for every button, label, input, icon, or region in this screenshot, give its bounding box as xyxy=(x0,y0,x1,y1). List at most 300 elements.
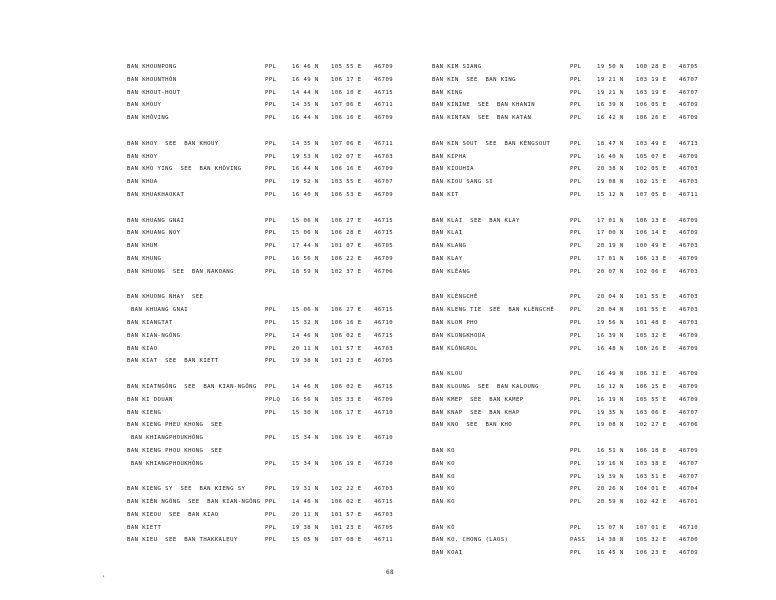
entry-lon: 106 18 E xyxy=(636,447,667,454)
entry-lon: 101 07 E xyxy=(331,243,362,250)
entry-code: 46709 xyxy=(374,255,394,262)
entry-type: PPL xyxy=(570,102,582,109)
entry-type: PPL xyxy=(570,371,582,378)
entry-name: BAN KIAN-NGÔNG xyxy=(127,332,181,339)
entry-name: BAN KHO YING SEE BAN KHÔVING xyxy=(127,166,242,173)
entry-type: PPL xyxy=(265,486,277,493)
entry-lon: 102 42 E xyxy=(636,499,667,506)
entry-lon: 105 55 E xyxy=(331,64,362,70)
entry-code: 46705 xyxy=(679,64,699,70)
entry-name: BAN KO xyxy=(432,499,455,506)
entry-type: PPL xyxy=(265,140,277,147)
entry-lat: 16 40 N xyxy=(292,191,319,198)
entry-type: PPL xyxy=(570,524,582,531)
entry-code: 46703 xyxy=(679,179,699,186)
entry-lat: 16 56 N xyxy=(292,255,319,262)
entry-name: BAN KIN SEE BAN KING xyxy=(432,76,516,83)
entry-lon: 106 26 E xyxy=(636,345,667,352)
entry-lon: 106 14 E xyxy=(636,230,667,237)
entry-lon: 106 22 E xyxy=(331,255,362,262)
entry-lat: 19 08 N xyxy=(597,422,624,429)
entry-lon: 106 27 E xyxy=(331,217,362,224)
entry-lon: 103 19 E xyxy=(636,89,667,96)
entry-lat: 17 01 N xyxy=(597,255,624,262)
entry-code: 46705 xyxy=(374,524,394,531)
entry-code: 46709 xyxy=(679,153,699,160)
entry-lat: 20 19 N xyxy=(597,243,624,250)
entry-name: BAN KIOUHIA xyxy=(432,166,474,173)
entry-code: 46706 xyxy=(374,268,394,275)
entry-code: 46703 xyxy=(679,268,699,275)
entry-type: PPL xyxy=(570,191,582,198)
entry-code: 46707 xyxy=(374,179,394,186)
entry-type: PPL xyxy=(265,307,277,314)
entry-lat: 16 56 N xyxy=(292,396,319,403)
entry-lon: 102 06 E xyxy=(636,268,667,275)
entry-lon: 103 49 E xyxy=(636,140,667,147)
entry-name: BAN KLÔNGROL xyxy=(432,345,478,352)
entry-lon: 106 15 E xyxy=(636,383,667,390)
entry-lon: 105 32 E xyxy=(636,332,667,339)
entry-lon: 101 23 E xyxy=(331,524,362,531)
entry-type: PPL xyxy=(570,115,582,122)
entry-name: BAN KLONGKHOUA xyxy=(432,332,486,339)
entry-lon: 107 06 E xyxy=(331,102,362,109)
entry-code: 46701 xyxy=(679,499,699,506)
entry-lat: 16 40 N xyxy=(597,153,624,160)
entry-lat: 15 12 N xyxy=(597,191,624,198)
entry-lat: 19 16 N xyxy=(597,460,624,467)
entry-code: 46707 xyxy=(679,460,699,467)
entry-code: 46707 xyxy=(679,409,699,416)
corner-mark: ' xyxy=(102,575,107,582)
entry-type: PPL xyxy=(265,524,277,531)
entry-code: 46709 xyxy=(374,396,394,403)
entry-type: PPL xyxy=(570,332,582,339)
entry-lon: 107 06 E xyxy=(331,140,362,147)
entry-code: 46709 xyxy=(679,447,699,454)
entry-lon: 103 06 E xyxy=(636,409,667,416)
entry-lat: 14 44 N xyxy=(292,89,319,96)
entry-type: PPL xyxy=(570,460,582,467)
entry-lat: 14 46 N xyxy=(292,499,319,506)
entry-lat: 16 49 N xyxy=(597,371,624,378)
entry-lon: 106 31 E xyxy=(636,371,667,378)
entry-name: BAN KING xyxy=(432,89,463,96)
entry-type: PPL xyxy=(570,243,582,250)
entry-lat: 20 38 N xyxy=(597,166,624,173)
entry-code: 46715 xyxy=(374,307,394,314)
entry-code: 46703 xyxy=(679,319,699,326)
entry-name: BAN KIN SOUT SEE BAN KÈNGSOUT xyxy=(432,140,551,147)
entry-name: BAN KIM SIANG xyxy=(432,64,482,70)
entry-type: PPL xyxy=(265,191,277,198)
entry-name: BAN KIEOU SEE BAN KIAO xyxy=(127,511,219,518)
entry-code: 46711 xyxy=(679,191,699,198)
entry-name: BAN KLANG xyxy=(432,243,467,250)
entry-name: BAN KHUAKHAOKAT xyxy=(127,191,185,198)
entry-lat: 16 51 N xyxy=(597,447,624,454)
entry-name: BAN KIAO xyxy=(127,345,158,352)
entry-name: BAN KLOUNG SEE BAN KALOUNG xyxy=(432,383,539,390)
entry-type: PPL xyxy=(265,383,277,390)
entry-lat: 14 46 N xyxy=(292,332,319,339)
entry-code: 46711 xyxy=(374,537,394,544)
entry-lat: 14 35 N xyxy=(292,102,319,109)
entry-code: 46707 xyxy=(679,89,699,96)
entry-code: 46711 xyxy=(374,140,394,147)
entry-lat: 19 35 N xyxy=(597,409,624,416)
entry-name: BAN KNAP SEE BAN KHAP xyxy=(432,409,520,416)
entry-name: BAN KIENG xyxy=(127,409,162,416)
entry-code: 46715 xyxy=(374,89,394,96)
entry-type: PPL xyxy=(570,550,582,557)
entry-name: BAN KO xyxy=(432,486,455,493)
entry-lat: 19 21 N xyxy=(597,76,624,83)
entry-lon: 106 02 E xyxy=(331,499,362,506)
entry-lon: 106 13 E xyxy=(636,217,667,224)
entry-type: PPL xyxy=(570,153,582,160)
entry-lon: 101 23 E xyxy=(331,358,362,365)
entry-type: PPL xyxy=(265,409,277,416)
entry-type: PPL xyxy=(265,537,277,544)
entry-name: BAN KLENG TIE SEE BAN KLÈNGCHÊ xyxy=(432,307,555,314)
entry-lat: 15 34 N xyxy=(292,435,319,442)
entry-lat: 19 38 N xyxy=(292,358,319,365)
entry-code: 46715 xyxy=(374,383,394,390)
entry-lat: 15 30 N xyxy=(292,409,319,416)
entry-code: 46715 xyxy=(374,499,394,506)
entry-name: BAN KHUANG GNAI xyxy=(127,217,185,224)
entry-code: 46703 xyxy=(374,345,394,352)
entry-code: 46710 xyxy=(679,524,699,531)
entry-code: 46715 xyxy=(374,332,394,339)
entry-type: PPL xyxy=(570,230,582,237)
entry-lon: 106 26 E xyxy=(636,115,667,122)
entry-type: PPL xyxy=(570,345,582,352)
entry-lat: 16 45 N xyxy=(597,550,624,557)
entry-code: 46709 xyxy=(374,76,394,83)
entry-name: BAN KHOY SEE BAN KHOUY xyxy=(127,140,219,147)
entry-type: PPL xyxy=(570,486,582,493)
entry-code: 46709 xyxy=(679,345,699,352)
entry-lat: 15 06 N xyxy=(292,307,319,314)
entry-lat: 16 12 N xyxy=(597,383,624,390)
entry-code: 46705 xyxy=(374,358,394,365)
entry-name: BAN KLOU xyxy=(432,371,463,378)
entry-lon: 102 05 E xyxy=(636,166,667,173)
entry-code: 46709 xyxy=(679,102,699,109)
entry-name: BAN KIEU SEE BAN THAKKALEUY xyxy=(127,537,238,544)
entry-type: PPL xyxy=(570,319,582,326)
entry-code: 46703 xyxy=(374,511,394,518)
entry-code: 46703 xyxy=(374,153,394,160)
entry-lat: 20 11 N xyxy=(292,345,319,352)
entry-code: 46710 xyxy=(374,409,394,416)
entry-lon: 106 27 E xyxy=(331,307,362,314)
entry-code: 46709 xyxy=(374,166,394,173)
entry-lat: 16 39 N xyxy=(597,102,624,109)
entry-name: BAN KIÊN NGÔNG SEE BAN KIAN-NGÔNG xyxy=(127,499,261,506)
entry-lat: 16 39 N xyxy=(597,332,624,339)
entry-lon: 106 17 E xyxy=(331,409,362,416)
entry-lat: 19 56 N xyxy=(597,319,624,326)
entry-name: BAN KLAI SEE BAN KLAY xyxy=(432,217,520,224)
entry-lat: 19 39 N xyxy=(597,473,624,480)
entry-lat: 20 11 N xyxy=(292,511,319,518)
entry-lat: 19 52 N xyxy=(292,179,319,186)
entry-name: BAN KLOM PHO xyxy=(432,319,478,326)
entry-lat: 18 47 N xyxy=(597,140,624,147)
entry-name: BAN KHUONG NHAY SEE xyxy=(127,294,204,301)
entry-name: BAN KIATNGÔNG SEE BAN KIAN-NGÔNG xyxy=(127,383,257,390)
entry-code: 46709 xyxy=(679,332,699,339)
entry-name: BAN KIOU SANG SI xyxy=(432,179,494,186)
entry-name: BAN KIAT SEE BAN KIETT xyxy=(127,358,219,365)
entry-type: PPL xyxy=(265,345,277,352)
entry-lon: 100 28 E xyxy=(636,64,667,70)
entry-name: BAN KIETT xyxy=(127,524,162,531)
entry-code: 46707 xyxy=(679,473,699,480)
entry-code: 46710 xyxy=(374,319,394,326)
entry-name: BAN KHUONG SEE BAN NAKOANG xyxy=(127,268,234,275)
entry-lon: 106 13 E xyxy=(636,255,667,262)
entry-lat: 19 31 N xyxy=(292,486,319,493)
entry-lat: 16 49 N xyxy=(292,76,319,83)
entry-lon: 106 16 E xyxy=(331,166,362,173)
entry-type: PPL xyxy=(570,473,582,480)
entry-type: PPL xyxy=(570,396,582,403)
entry-name: BAN KIENG PHEU KHONG SEE xyxy=(127,422,223,429)
entry-type: PPL xyxy=(570,217,582,224)
entry-code: 46715 xyxy=(374,230,394,237)
entry-code: 46700 xyxy=(679,537,699,544)
entry-name: BAN KHIANGPHOUKHÔNG xyxy=(127,460,204,467)
entry-lat: 15 07 N xyxy=(597,524,624,531)
entry-lat: 19 50 N xyxy=(597,64,624,70)
entry-type: PPL xyxy=(265,319,277,326)
entry-name: BAN KHUANG GNAI xyxy=(127,307,189,314)
entry-type: PPL xyxy=(570,64,582,70)
entry-code: 46709 xyxy=(679,396,699,403)
entry-name: BAN KHUNG xyxy=(127,255,162,262)
entry-lat: 15 32 N xyxy=(292,319,319,326)
entry-code: 46713 xyxy=(679,140,699,147)
entry-name: BAN KHOY xyxy=(127,153,158,160)
entry-lat: 15 34 N xyxy=(292,460,319,467)
entry-name: BAN KLAI xyxy=(432,230,463,237)
entry-lon: 105 07 E xyxy=(636,153,667,160)
entry-lat: 17 00 N xyxy=(597,230,624,237)
entry-lat: 15 06 N xyxy=(292,217,319,224)
entry-lat: 16 44 N xyxy=(292,115,319,122)
entry-code: 46715 xyxy=(374,217,394,224)
entry-lat: 20 26 N xyxy=(597,486,624,493)
entry-type: PPL xyxy=(265,332,277,339)
entry-type: PPL xyxy=(265,255,277,262)
entry-type: PPL xyxy=(265,179,277,186)
entry-name: BAN KÔ xyxy=(432,524,455,531)
entry-name: BAN KO, CHONG (LAOS) xyxy=(432,537,509,544)
entry-lat: 20 04 N xyxy=(597,294,624,301)
entry-lon: 105 55 E xyxy=(636,396,667,403)
entry-code: 46709 xyxy=(679,115,699,122)
entry-lat: 14 35 N xyxy=(292,140,319,147)
entry-lat: 19 53 N xyxy=(292,153,319,160)
entry-name: BAN KO xyxy=(432,473,455,480)
entry-lat: 16 44 N xyxy=(292,166,319,173)
entry-code: 46709 xyxy=(679,550,699,557)
entry-lon: 103 55 E xyxy=(331,179,362,186)
entry-type: PPL xyxy=(570,499,582,506)
entry-name: BAN KHUA xyxy=(127,179,158,186)
entry-name: BAN KHUM xyxy=(127,243,158,250)
entry-lon: 102 15 E xyxy=(636,179,667,186)
entry-lon: 102 07 E xyxy=(331,153,362,160)
entry-type: PPL xyxy=(265,435,277,442)
entry-lat: 17 44 N xyxy=(292,243,319,250)
entry-lat: 20 04 N xyxy=(597,307,624,314)
entry-lon: 103 51 E xyxy=(636,473,667,480)
entry-name: BAN KLAY xyxy=(432,255,463,262)
entry-lon: 101 55 E xyxy=(636,294,667,301)
entry-lon: 106 53 E xyxy=(331,191,362,198)
entry-lon: 100 49 E xyxy=(636,243,667,250)
entry-lat: 16 42 N xyxy=(597,115,624,122)
entry-code: 46710 xyxy=(374,435,394,442)
entry-name: BAN KNO SEE BAN KHO xyxy=(432,422,513,429)
entry-type: PPL xyxy=(265,268,277,275)
entry-name: BAN KHOUY xyxy=(127,102,162,109)
entry-name: BAN KIANGTAT xyxy=(127,319,173,326)
entry-code: 46703 xyxy=(374,486,394,493)
entry-type: PPL xyxy=(265,243,277,250)
entry-lat: 16 46 N xyxy=(292,64,319,70)
entry-type: PPL xyxy=(265,115,277,122)
entry-lon: 102 22 E xyxy=(331,486,362,493)
entry-code: 46709 xyxy=(374,115,394,122)
entry-name: BAN KLÈANG xyxy=(432,268,471,275)
entry-code: 46709 xyxy=(679,255,699,262)
entry-type: PPL xyxy=(570,166,582,173)
entry-lon: 103 38 E xyxy=(636,460,667,467)
entry-name: BAN KO xyxy=(432,460,455,467)
entry-name: BAN KI DOUAN xyxy=(127,396,173,403)
entry-type: PASS xyxy=(570,537,586,544)
entry-lon: 103 19 E xyxy=(636,76,667,83)
entry-lon: 105 32 E xyxy=(636,537,667,544)
entry-lat: 19 08 N xyxy=(597,179,624,186)
entry-lat: 20 59 N xyxy=(597,499,624,506)
entry-name: BAN KO xyxy=(432,447,455,454)
entry-lat: 20 07 N xyxy=(597,268,624,275)
entry-lat: 19 21 N xyxy=(597,89,624,96)
entry-lat: 16 19 N xyxy=(597,396,624,403)
entry-type: PPL xyxy=(570,447,582,454)
entry-name: BAN KIPHA xyxy=(432,153,467,160)
entry-lon: 104 01 E xyxy=(636,486,667,493)
entry-lon: 106 19 E xyxy=(331,435,362,442)
entry-code: 46709 xyxy=(374,64,394,70)
entry-lon: 106 28 E xyxy=(331,230,362,237)
entry-code: 46709 xyxy=(679,383,699,390)
entry-code: 46709 xyxy=(679,217,699,224)
entry-name: BAN KHOUNPONG xyxy=(127,64,177,70)
entry-lat: 15 06 N xyxy=(292,230,319,237)
entry-code: 46704 xyxy=(679,486,699,493)
entry-lon: 106 17 E xyxy=(331,76,362,83)
entry-type: PPL xyxy=(265,358,277,365)
entry-lon: 107 05 E xyxy=(636,191,667,198)
entry-name: BAN KMEP SEE BAN KAMEP xyxy=(432,396,524,403)
entry-type: PPLQ xyxy=(265,396,281,403)
entry-lon: 106 05 E xyxy=(636,102,667,109)
entry-lon: 106 16 E xyxy=(331,319,362,326)
entry-type: PPL xyxy=(265,89,277,96)
entry-type: PPL xyxy=(570,307,582,314)
entry-type: PPL xyxy=(570,255,582,262)
entry-lat: 19 38 N xyxy=(292,524,319,531)
entry-lon: 106 02 E xyxy=(331,332,362,339)
entry-type: PPL xyxy=(265,499,277,506)
entry-name: BAN KHÔVING xyxy=(127,115,169,122)
entry-name: BAN KHOUT-HOUT xyxy=(127,89,181,96)
entry-code: 46709 xyxy=(679,230,699,237)
page-number: 68 xyxy=(386,569,395,576)
entry-name: BAN KIENG PHOU KHONG SEE xyxy=(127,447,223,454)
entry-lon: 101 57 E xyxy=(331,511,362,518)
entry-type: PPL xyxy=(265,153,277,160)
entry-code: 46710 xyxy=(374,460,394,467)
entry-type: PPL xyxy=(265,230,277,237)
entry-type: PPL xyxy=(265,64,277,70)
entry-name: BAN KIENG SY SEE BAN KIENG SY xyxy=(127,486,246,493)
entry-code: 46703 xyxy=(679,294,699,301)
entry-type: PPL xyxy=(265,511,277,518)
entry-lon: 106 23 E xyxy=(636,550,667,557)
entry-type: PPL xyxy=(570,422,582,429)
entry-name: BAN KOAI xyxy=(432,550,463,557)
entry-type: PPL xyxy=(265,217,277,224)
entry-lat: 16 48 N xyxy=(597,345,624,352)
entry-lon: 107 01 E xyxy=(636,524,667,531)
entry-name: BAN KIT xyxy=(432,191,459,198)
entry-code: 46707 xyxy=(679,76,699,83)
entry-type: PPL xyxy=(570,179,582,186)
entry-code: 46703 xyxy=(679,307,699,314)
entry-code: 46703 xyxy=(679,243,699,250)
entry-name: BAN KHUANG NOY xyxy=(127,230,181,237)
entry-type: PPL xyxy=(570,76,582,83)
entry-type: PPL xyxy=(265,102,277,109)
entry-lon: 101 48 E xyxy=(636,319,667,326)
entry-name: BAN KINTAN SEE BAN KATAN xyxy=(432,115,532,122)
entry-name: BAN KININE SEE BAN KHANIN xyxy=(432,102,536,109)
entry-code: 46705 xyxy=(374,243,394,250)
entry-lon: 102 37 E xyxy=(331,268,362,275)
entry-name: BAN KHIANGPHOUKHÔNG xyxy=(127,435,204,442)
entry-name: BAN KLÈNGCHÊ xyxy=(432,294,478,301)
entry-lon: 107 08 E xyxy=(331,537,362,544)
entry-name: BAN KHOUNTHÔN xyxy=(127,76,177,83)
entry-lon: 101 55 E xyxy=(636,307,667,314)
entry-lon: 106 19 E xyxy=(331,460,362,467)
entry-type: PPL xyxy=(265,76,277,83)
entry-lon: 102 27 E xyxy=(636,422,667,429)
entry-type: PPL xyxy=(570,294,582,301)
entry-lat: 17 01 N xyxy=(597,217,624,224)
entry-code: 46706 xyxy=(679,422,699,429)
